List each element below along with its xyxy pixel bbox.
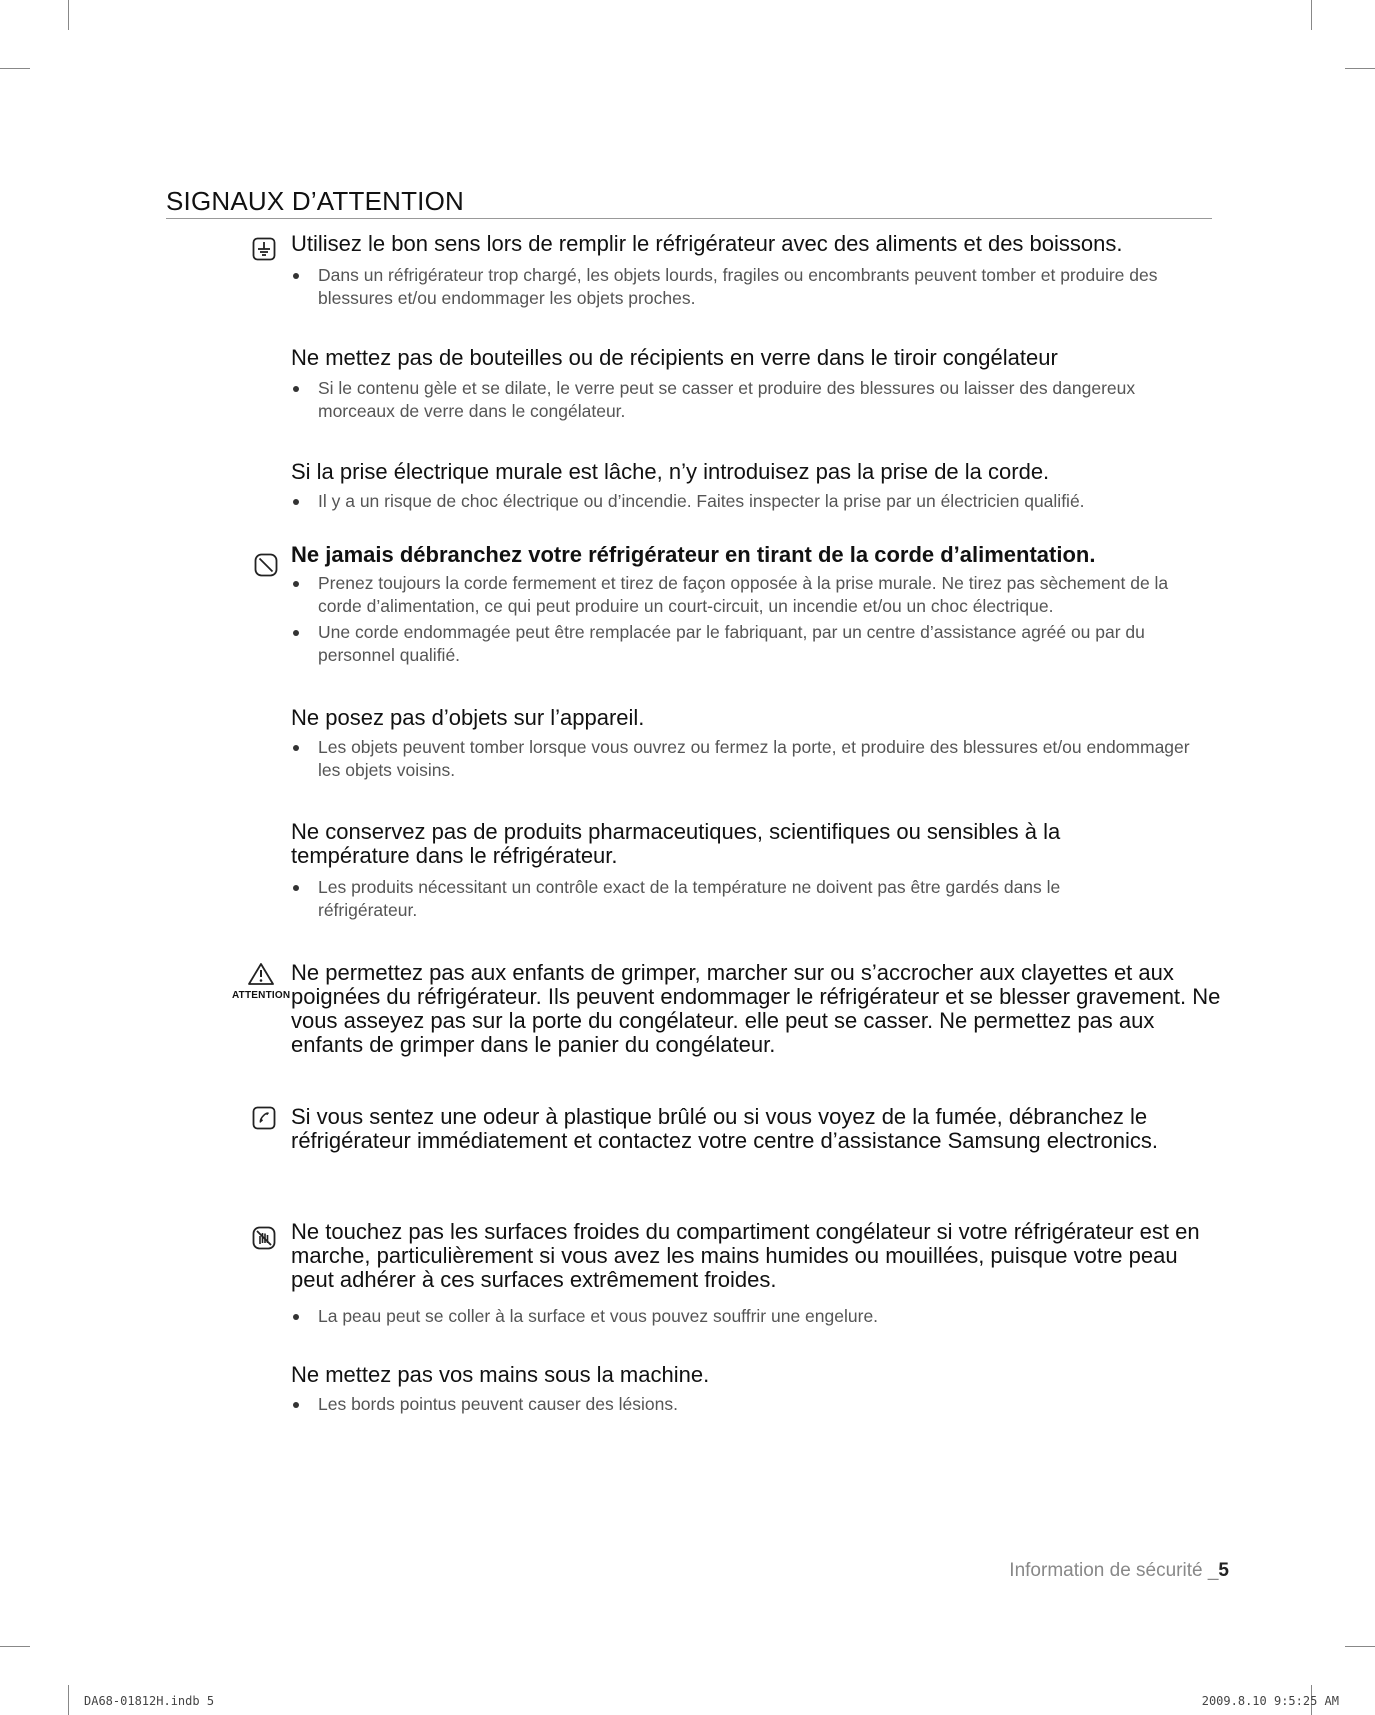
- crop-mark: [1345, 1646, 1375, 1647]
- list-item: [291, 736, 1211, 782]
- section-title: SIGNAUX D’ATTENTION: [166, 186, 465, 216]
- bullet-text: Une corde endommagée peut être remplacée par le fabriquant, par un centre d’assistance agréé ou par du personnel qualifié.: [318, 622, 1145, 665]
- print-slug-timestamp: 2009.8.10 9:5:25 AM: [1201, 1694, 1339, 1708]
- no-symbol-icon: [254, 553, 278, 577]
- caution-triangle-icon: [247, 962, 275, 986]
- bullet-dot: [293, 1314, 299, 1320]
- bullet-list: [291, 736, 1211, 785]
- bullet-dot: [293, 273, 299, 279]
- bullet-text: Les produits nécessitant un contrôle exact de la température ne doivent pas être gardés dans le réfrigérateur.: [318, 877, 1061, 920]
- crop-mark: [1311, 0, 1312, 30]
- list-item: [291, 264, 1211, 310]
- list-item: [291, 490, 1211, 513]
- bullet-dot: [293, 499, 299, 505]
- page-number: 5: [1218, 1560, 1229, 1581]
- crop-mark: [0, 68, 30, 69]
- bullet-list: [291, 490, 1211, 516]
- bullet-text: Les objets peuvent tomber lorsque vous ouvrez ou fermez la porte, et produire des blessures et/ou endommager les objets voisins.: [318, 737, 1190, 780]
- bullet-text: Prenez toujours la corde fermement et tirez de façon opposée à la prise murale. Ne tirez pas sèchement de la corde d’alimentation, ce qui peut produire un court-circuit, un incendie et/ou un choc électrique.: [318, 573, 1169, 616]
- bullet-text: Dans un réfrigérateur trop chargé, les objets lourds, fragiles ou encombrants peuvent tomber et produire des blessures et/ou endommager les objets proches.: [318, 265, 1158, 308]
- bullet-text: Si le contenu gèle et se dilate, le verre peut se casser et produire des blessures ou laisser des dangereux morceaux de verre dans le congélateur.: [318, 378, 1136, 421]
- block-heading: Ne jamais débranchez votre réfrigérateur en tirant de la corde d’alimentation.: [291, 542, 1096, 567]
- bullet-text: Il y a un risque de choc électrique ou d’incendie. Faites inspecter la prise par un électricien qualifié.: [318, 491, 1085, 511]
- bullet-list: [291, 1393, 1211, 1419]
- page-footer: [1009, 1560, 1229, 1582]
- print-slug-file: DA68-01812H.indb 5: [84, 1694, 215, 1708]
- call-service-icon: [252, 1106, 276, 1130]
- bullet-text: La peau peut se coller à la surface et vous pouvez souffrir une engelure.: [318, 1306, 879, 1326]
- title-rule: [166, 218, 1212, 219]
- bullet-list: [291, 876, 1161, 925]
- list-item: [291, 876, 1161, 922]
- list-item: [291, 621, 1211, 667]
- crop-mark: [68, 0, 69, 30]
- crop-mark: [68, 1685, 69, 1715]
- bullet-list: [291, 1305, 1211, 1331]
- bullet-list: [291, 572, 1211, 670]
- block-heading: Si la prise électrique murale est lâche, n’y introduisez pas la prise de la corde.: [291, 459, 1050, 484]
- bullet-dot: [293, 630, 299, 636]
- bullet-list: [291, 264, 1211, 313]
- ground-plug-icon: [252, 237, 276, 261]
- crop-mark: [1345, 68, 1375, 69]
- bullet-dot: [293, 745, 299, 751]
- crop-mark: [0, 1646, 30, 1647]
- list-item: [291, 377, 1211, 423]
- bullet-dot: [293, 386, 299, 392]
- block-heading: Ne touchez pas les surfaces froides du compartiment congélateur si votre réfrigérateur est en marche, particulièrement si vous avez les mains humides ou mouillées, puisque votre peau peut adhérer à ces surfaces extrêmement froides.: [291, 1219, 1200, 1292]
- block-heading: Ne mettez pas vos mains sous la machine.: [291, 1362, 710, 1387]
- bullet-list: [291, 377, 1211, 426]
- list-item: [291, 1393, 1211, 1416]
- block-heading: Ne conservez pas de produits pharmaceutiques, scientifiques ou sensibles à la température dans le réfrigérateur.: [291, 819, 1061, 868]
- list-item: [291, 1305, 1211, 1328]
- list-item: [291, 572, 1211, 618]
- caution-label: ATTENTION: [232, 990, 291, 1001]
- bullet-dot: [293, 885, 299, 891]
- bullet-text: Les bords pointus peuvent causer des lésions.: [318, 1394, 678, 1414]
- bullet-dot: [293, 1402, 299, 1408]
- block-heading: Si vous sentez une odeur à plastique brûlé ou si vous voyez de la fumée, débranchez le réfrigérateur immédiatement et contactez votre centre d’assistance Samsung electronics.: [291, 1104, 1158, 1153]
- block-heading: Ne mettez pas de bouteilles ou de récipients en verre dans le tiroir congélateur: [291, 345, 1058, 370]
- block-heading: Ne permettez pas aux enfants de grimper, marcher sur ou s’accrocher aux clayettes et aux poignées du réfrigérateur. Ils peuvent endommager le réfrigérateur et se blesser gravement. Ne vous asseyez pas sur la porte du congélateur. elle peut se casser. Ne permettez pas aux enfants de grimper dans le panier du congélateur.: [291, 960, 1221, 1057]
- block-heading: Ne posez pas d’objets sur l’appareil.: [291, 705, 645, 730]
- block-heading: Utilisez le bon sens lors de remplir le réfrigérateur avec des aliments et des boissons.: [291, 231, 1123, 256]
- footer-section-text: Information de sécurité _: [1009, 1560, 1219, 1581]
- bullet-dot: [293, 581, 299, 587]
- do-not-touch-icon: [252, 1226, 276, 1250]
